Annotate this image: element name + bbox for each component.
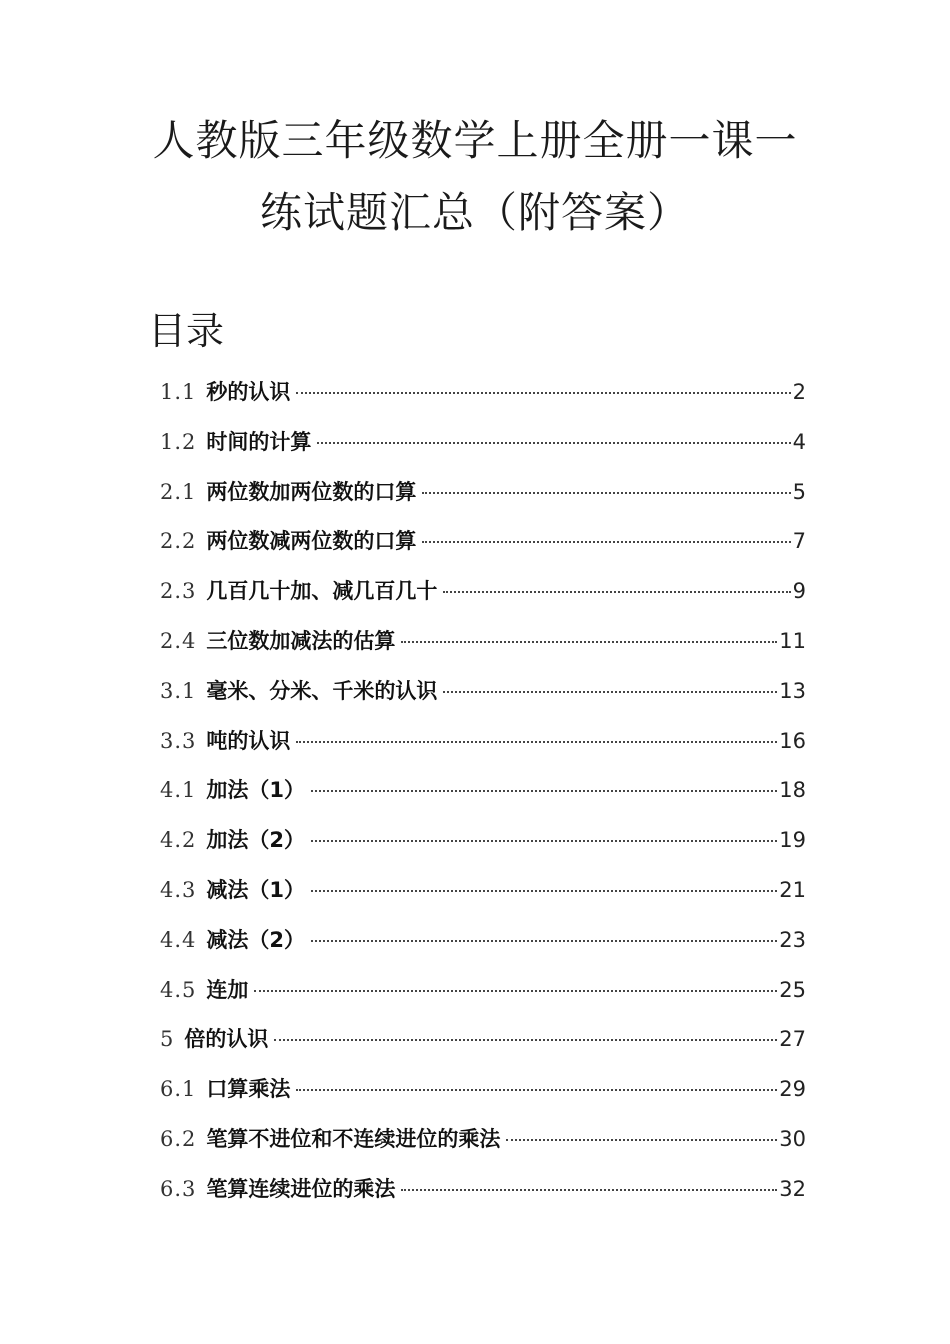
toc-entry-label: 笔算连续进位的乘法 <box>206 1176 396 1201</box>
toc-entry-number: 1.2 <box>160 429 197 454</box>
toc-entry-label: 倍的认识 <box>184 1027 269 1052</box>
toc-entry[interactable] <box>160 625 806 675</box>
toc-entry-page: 23 <box>779 927 806 952</box>
toc-entry-label: 口算乘法 <box>206 1077 291 1102</box>
toc-entry[interactable] <box>160 426 806 476</box>
toc-entry-page: 27 <box>779 1027 806 1052</box>
toc-dot-leader <box>311 790 777 792</box>
toc-entry-label: 时间的计算 <box>206 429 312 454</box>
toc-entry-label: 几百几十加、减几百几十 <box>206 579 438 604</box>
toc-entry-page: 25 <box>779 977 806 1002</box>
toc-entry-label: 笔算不进位和不连续进位的乘法 <box>206 1126 501 1151</box>
toc-dot-leader <box>422 492 790 494</box>
toc-entry-page: 19 <box>779 828 806 853</box>
toc-dot-leader <box>311 840 777 842</box>
toc-entry[interactable] <box>160 874 806 924</box>
toc-entry-number: 2.1 <box>160 479 197 504</box>
toc-dot-leader <box>254 990 777 992</box>
toc-entry-number: 4.1 <box>160 778 197 803</box>
toc-dot-leader <box>296 392 790 394</box>
toc-entry-number: 6.2 <box>160 1126 197 1151</box>
toc-entry-number: 4.3 <box>160 877 197 902</box>
toc-entry-label: 两位数加两位数的口算 <box>206 479 417 504</box>
toc-entry-label: 减法（2） <box>206 927 306 952</box>
toc-entry-number: 3.1 <box>160 678 197 703</box>
toc-entry-label: 加法（2） <box>206 828 306 853</box>
toc-entry-page: 30 <box>779 1126 806 1151</box>
toc-entry-page: 32 <box>779 1176 806 1201</box>
toc-entry[interactable] <box>160 824 806 874</box>
toc-entry-number: 2.2 <box>160 529 197 554</box>
toc-dot-leader <box>401 1189 777 1191</box>
toc-entry[interactable] <box>160 1173 806 1223</box>
toc-entry-page: 5 <box>792 479 806 504</box>
toc-entry-page: 11 <box>779 628 806 653</box>
toc-entry[interactable] <box>160 774 806 824</box>
toc-dot-leader <box>274 1039 777 1041</box>
toc-entry-number: 6.3 <box>160 1176 197 1201</box>
toc-entry-label: 三位数加减法的估算 <box>206 628 396 653</box>
toc-entry[interactable] <box>160 1073 806 1123</box>
toc-entry-number: 1.1 <box>160 380 197 404</box>
toc-dot-leader <box>317 442 790 444</box>
toc-entry[interactable] <box>160 725 806 775</box>
toc-dot-leader <box>443 591 790 593</box>
toc-entry-number: 3.3 <box>160 728 197 753</box>
toc-entry-label: 两位数减两位数的口算 <box>206 529 417 554</box>
toc-entry-page: 2 <box>792 380 806 404</box>
toc-entry[interactable] <box>160 575 806 625</box>
toc-dot-leader <box>506 1139 777 1141</box>
toc-entry-label: 吨的认识 <box>206 728 291 753</box>
toc-entry-label: 连加 <box>206 977 249 1002</box>
document-title-line-1: 人教版三年级数学上册全册一课一 <box>152 116 798 165</box>
toc-dot-leader <box>311 890 777 892</box>
toc-entry[interactable] <box>160 924 806 974</box>
toc-entry[interactable] <box>160 974 806 1024</box>
toc-entry-number: 4.2 <box>160 828 197 853</box>
toc-entry[interactable] <box>160 1023 806 1073</box>
toc-entry-number: 2.4 <box>160 628 197 653</box>
toc-heading: 目录 <box>148 309 225 353</box>
toc-entry-number: 5 <box>160 1027 175 1052</box>
toc-entry-label: 减法（1） <box>206 877 306 902</box>
toc-entry-page: 18 <box>779 778 806 803</box>
toc-entry[interactable] <box>160 675 806 725</box>
toc-entry-page: 21 <box>779 877 806 902</box>
toc-dot-leader <box>443 691 777 693</box>
toc-dot-leader <box>422 541 790 543</box>
toc-dot-leader <box>311 940 777 942</box>
table-of-contents <box>160 376 806 1223</box>
toc-entry[interactable] <box>160 376 806 426</box>
toc-entry-label: 加法（1） <box>206 778 306 803</box>
toc-entry-label: 毫米、分米、千米的认识 <box>206 678 438 703</box>
toc-dot-leader <box>296 741 777 743</box>
toc-entry[interactable] <box>160 525 806 575</box>
toc-entry-number: 2.3 <box>160 579 197 604</box>
toc-entry-page: 7 <box>792 529 806 554</box>
document-title-line-2: 练试题汇总（附答案） <box>259 188 690 237</box>
toc-entry-page: 16 <box>779 728 806 753</box>
toc-entry-page: 13 <box>779 678 806 703</box>
toc-dot-leader <box>296 1089 777 1091</box>
toc-entry-page: 29 <box>779 1077 806 1102</box>
toc-entry-number: 4.4 <box>160 927 197 952</box>
toc-entry-label: 秒的认识 <box>206 380 291 404</box>
toc-entry-number: 4.5 <box>160 977 197 1002</box>
toc-dot-leader <box>401 641 777 643</box>
toc-entry[interactable] <box>160 476 806 526</box>
toc-entry-page: 9 <box>792 579 806 604</box>
toc-entry-page: 4 <box>792 429 806 454</box>
toc-entry-number: 6.1 <box>160 1077 197 1102</box>
toc-entry[interactable] <box>160 1123 806 1173</box>
